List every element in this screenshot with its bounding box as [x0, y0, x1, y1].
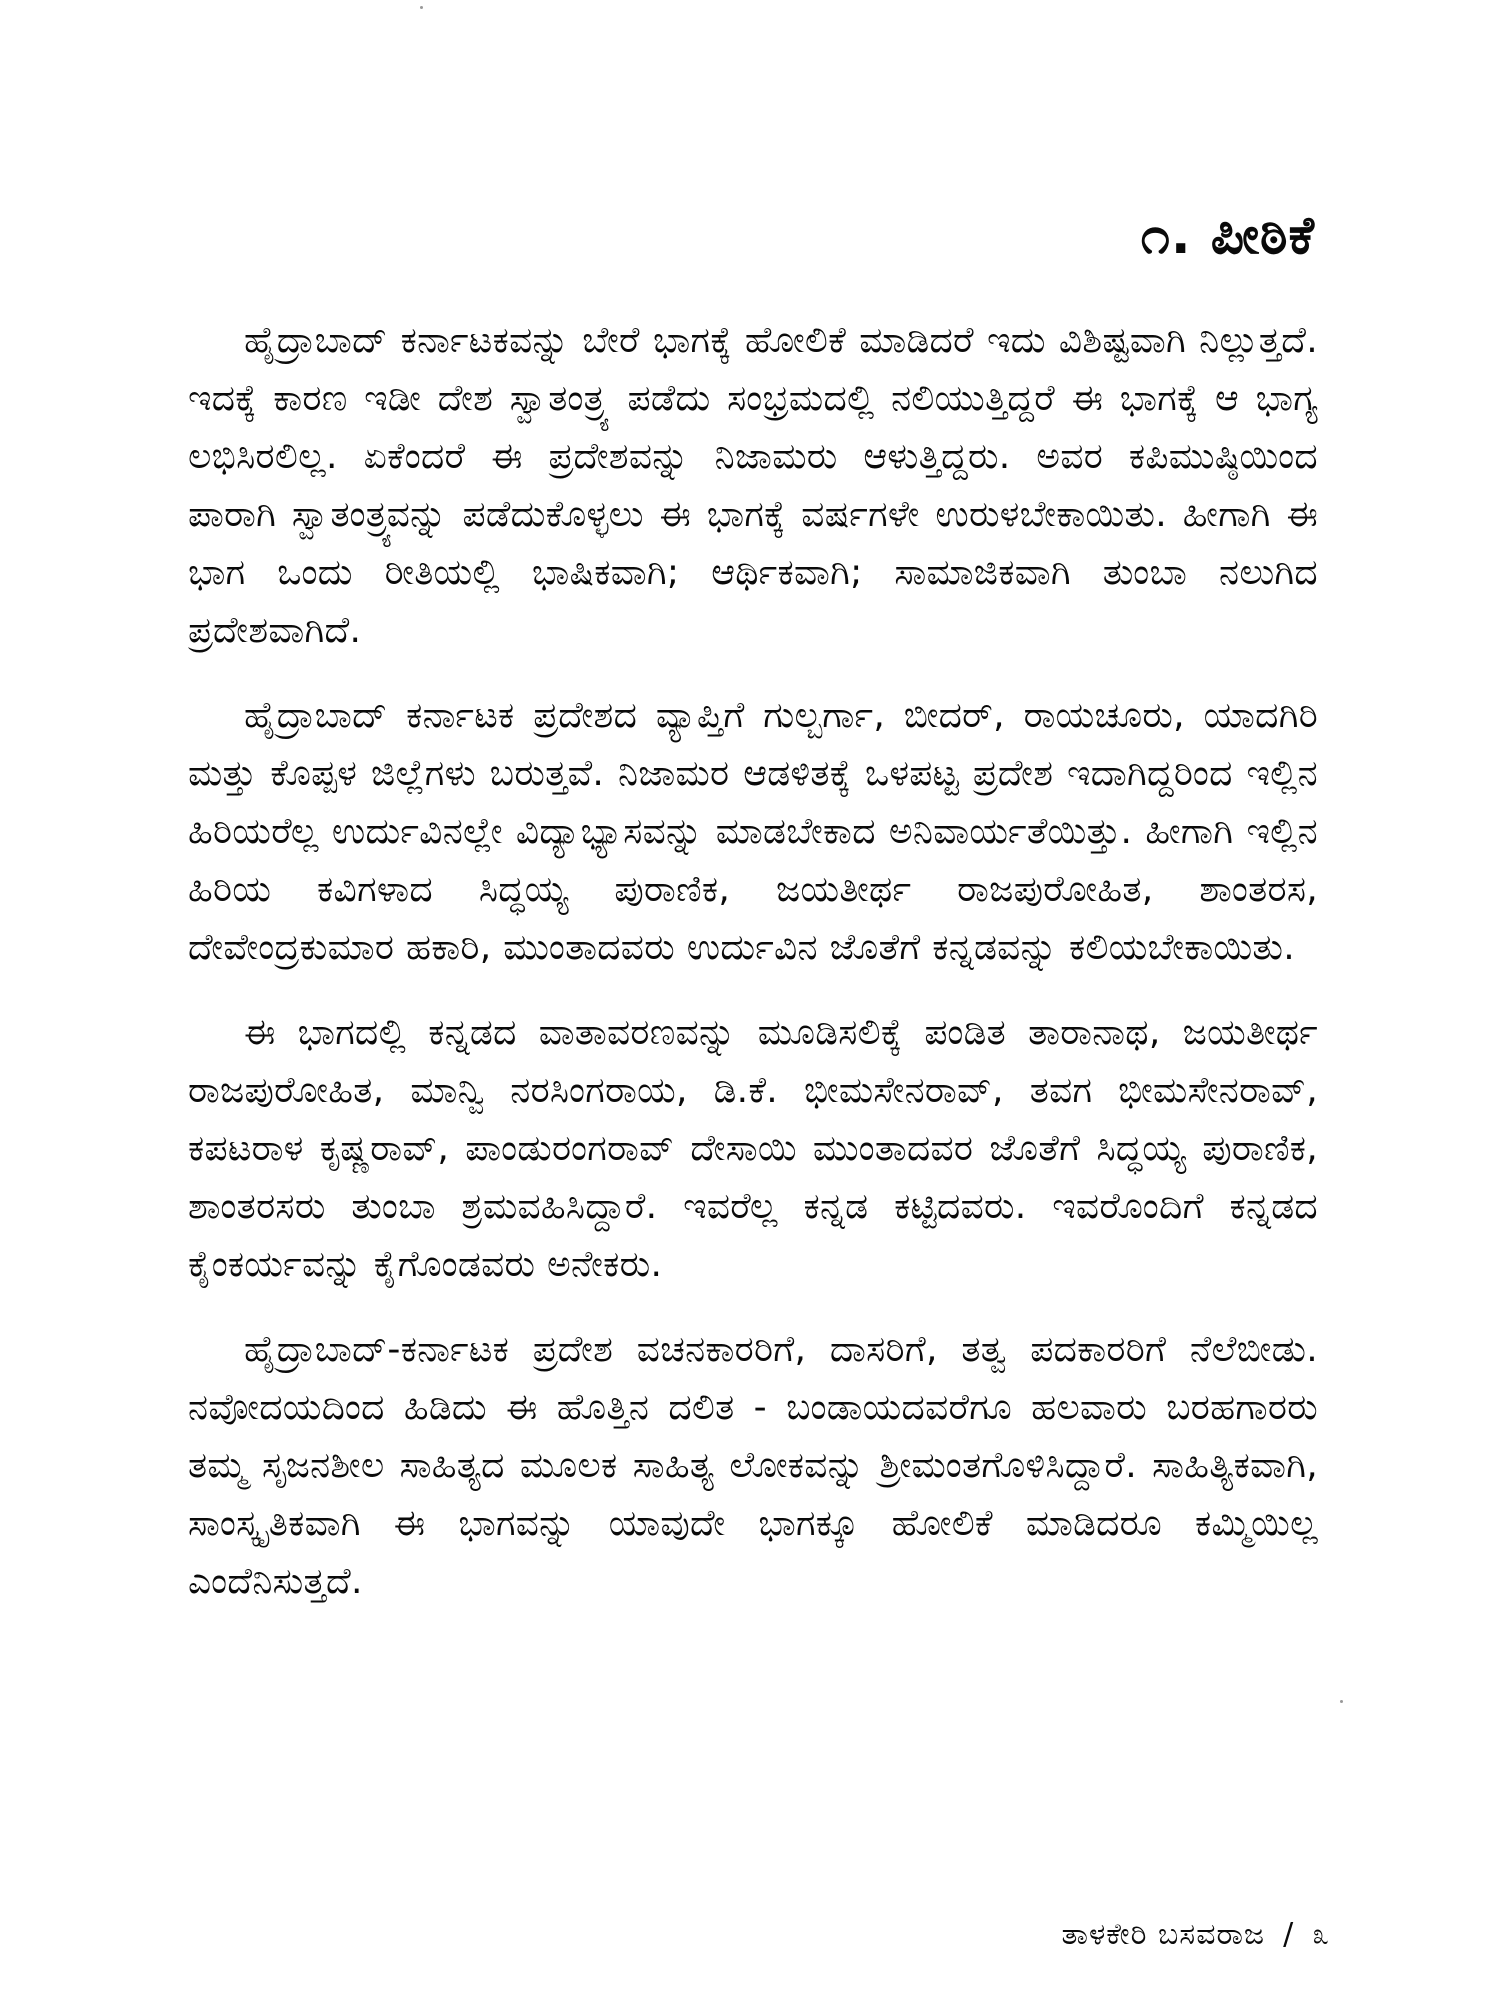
- footer-separator: /: [1283, 1917, 1295, 1952]
- page-footer: [1061, 1917, 1330, 1952]
- paragraph: ಹೈದ್ರಾಬಾದ್ ಕರ್ನಾಟಕ ಪ್ರದೇಶದ ವ್ಯಾಪ್ತಿಗೆ ಗುಲ್ಬರ್ಗಾ, ಬೀದರ್, ರಾಯಚೂರು, ಯಾದಗಿರಿ ಮತ್ತು ಕೊಪ್ಪಳ ಜಿಲ್ಲೆಗಳು ಬರುತ್ತವೆ. ನಿಜಾಮರ ಆಡಳಿತಕ್ಕೆ ಒಳಪಟ್ಟ ಪ್ರದೇಶ ಇದಾಗಿದ್ದರಿಂದ ಇಲ್ಲಿನ ಹಿರಿಯರೆಲ್ಲ ಉರ್ದುವಿನಲ್ಲೇ ವಿದ್ಯಾಭ್ಯಾಸವನ್ನು ಮಾಡಬೇಕಾದ ಅನಿವಾರ್ಯತೆಯಿತ್ತು. ಹೀಗಾಗಿ ಇಲ್ಲಿನ ಹಿರಿಯ ಕವಿಗಳಾದ ಸಿದ್ಧಯ್ಯ ಪುರಾಣಿಕ, ಜಯತೀರ್ಥ ರಾಜಪುರೋಹಿತ, ಶಾಂತರಸ, ದೇವೇಂದ್ರಕುಮಾರ ಹಕಾರಿ, ಮುಂತಾದವರು ಉರ್ದುವಿನ ಜೊತೆಗೆ ಕನ್ನಡವನ್ನು ಕಲಿಯಬೇಕಾಯಿತು.: [188, 695, 1318, 968]
- paragraph: ಹೈದ್ರಾಬಾದ್-ಕರ್ನಾಟಕ ಪ್ರದೇಶ ವಚನಕಾರರಿಗೆ, ದಾಸರಿಗೆ, ತತ್ವ ಪದಕಾರರಿಗೆ ನೆಲೆಬೀಡು. ನವೋದಯದಿಂದ ಹಿಡಿದು ಈ ಹೊತ್ತಿನ ದಲಿತ - ಬಂಡಾಯದವರೆಗೂ ಹಲವಾರು ಬರಹಗಾರರು ತಮ್ಮ ಸೃಜನಶೀಲ ಸಾಹಿತ್ಯದ ಮೂಲಕ ಸಾಹಿತ್ಯ ಲೋಕವನ್ನು ಶ್ರೀಮಂತಗೊಳಿಸಿದ್ದಾರೆ. ಸಾಹಿತ್ಯಿಕವಾಗಿ, ಸಾಂಸ್ಕೃತಿಕವಾಗಿ ಈ ಭಾಗವನ್ನು ಯಾವುದೇ ಭಾಗಕ್ಕೂ ಹೋಲಿಕೆ ಮಾಡಿದರೂ ಕಮ್ಮಿಯಿಲ್ಲ ಎಂದೆನಿಸುತ್ತದೆ.: [188, 1329, 1318, 1602]
- paragraph: ಹೈದ್ರಾಬಾದ್ ಕರ್ನಾಟಕವನ್ನು ಬೇರೆ ಭಾಗಕ್ಕೆ ಹೋಲಿಕೆ ಮಾಡಿದರೆ ಇದು ವಿಶಿಷ್ಟವಾಗಿ ನಿಲ್ಲುತ್ತದೆ. ಇದಕ್ಕೆ ಕಾರಣ ಇಡೀ ದೇಶ ಸ್ವಾತಂತ್ರ್ಯ ಪಡೆದು ಸಂಭ್ರಮದಲ್ಲಿ ನಲಿಯುತ್ತಿದ್ದರೆ ಈ ಭಾಗಕ್ಕೆ ಆ ಭಾಗ್ಯ ಲಭಿಸಿರಲಿಲ್ಲ. ಏಕೆಂದರೆ ಈ ಪ್ರದೇಶವನ್ನು ನಿಜಾಮರು ಆಳುತ್ತಿದ್ದರು. ಅವರ ಕಪಿಮುಷ್ಠಿಯಿಂದ ಪಾರಾಗಿ ಸ್ವಾತಂತ್ರ್ಯವನ್ನು ಪಡೆದುಕೊಳ್ಳಲು ಈ ಭಾಗಕ್ಕೆ ವರ್ಷಗಳೇ ಉರುಳಬೇಕಾಯಿತು. ಹೀಗಾಗಿ ಈ ಭಾಗ ಒಂದು ರೀತಿಯಲ್ಲಿ ಭಾಷಿಕವಾಗಿ; ಆರ್ಥಿಕವಾಗಿ; ಸಾಮಾಜಿಕವಾಗಿ ತುಂಬಾ ನಲುಗಿದ ಪ್ರದೇಶವಾಗಿದೆ.: [188, 320, 1318, 651]
- page-number: ೩: [1312, 1917, 1330, 1952]
- chapter-title: ೧. ಪೀಠಿಕೆ: [1140, 206, 1315, 266]
- body-text: [188, 312, 1318, 1638]
- footer-author: ತಾಳಕೇರಿ ಬಸವರಾಜ: [1061, 1917, 1266, 1952]
- paragraph: ಈ ಭಾಗದಲ್ಲಿ ಕನ್ನಡದ ವಾತಾವರಣವನ್ನು ಮೂಡಿಸಲಿಕ್ಕೆ ಪಂಡಿತ ತಾರಾನಾಥ, ಜಯತೀರ್ಥ ರಾಜಪುರೋಹಿತ, ಮಾನ್ವಿ ನರಸಿಂಗರಾಯ, ಡಿ.ಕೆ. ಭೀಮಸೇನರಾವ್, ತವಗ ಭೀಮಸೇನರಾವ್, ಕಪಟರಾಳ ಕೃಷ್ಣರಾವ್, ಪಾಂಡುರಂಗರಾವ್ ದೇಸಾಯಿ ಮುಂತಾದವರ ಜೊತೆಗೆ ಸಿದ್ಧಯ್ಯ ಪುರಾಣಿಕ, ಶಾಂತರಸರು ತುಂಬಾ ಶ್ರಮವಹಿಸಿದ್ದಾರೆ. ಇವರೆಲ್ಲ ಕನ್ನಡ ಕಟ್ಟಿದವರು. ಇವರೊಂದಿಗೆ ಕನ್ನಡದ ಕೈಂಕರ್ಯವನ್ನು ಕೈಗೊಂಡವರು ಅನೇಕರು.: [188, 1012, 1318, 1285]
- scan-speck: [1340, 1700, 1343, 1703]
- scan-speck: [420, 6, 423, 9]
